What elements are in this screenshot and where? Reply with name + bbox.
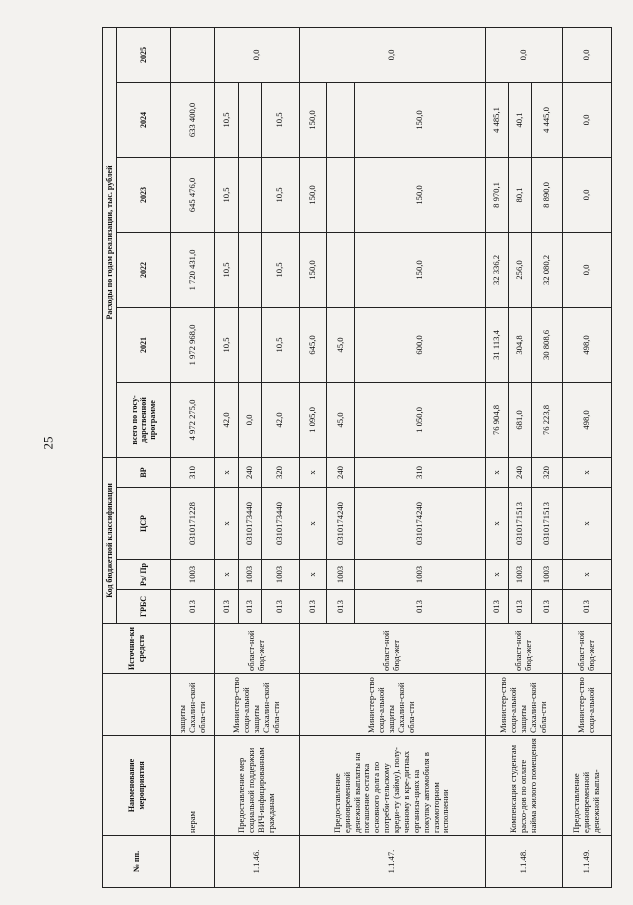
- cell-2021: 498,0: [563, 307, 612, 382]
- header-executor: [103, 674, 171, 736]
- cell-2023: [327, 157, 355, 232]
- cell-name: Компенсация студентам расхо-дов по оплате найма жилого помещения: [485, 736, 563, 836]
- cell-total: 42,0: [215, 382, 238, 457]
- cell-2022: 1 720 431,0: [171, 232, 215, 307]
- header-num: № пп.: [103, 836, 171, 888]
- header-2022: 2022: [117, 232, 171, 307]
- header-kbk: Код бюджетной классификации: [103, 457, 117, 623]
- table-row: [171, 27, 215, 887]
- cell-rzpr: 1003: [261, 560, 299, 590]
- cell-2021: 45,0: [327, 307, 355, 382]
- cell-total: 76 223,8: [532, 382, 563, 457]
- cell-rzpr: 1003: [354, 560, 485, 590]
- rotated-table-wrapper: [102, 28, 612, 888]
- header-row-1: [103, 27, 117, 887]
- cell-2022: [327, 232, 355, 307]
- cell-grbs: 013: [171, 590, 215, 624]
- cell-csr: 0310174240: [354, 488, 485, 560]
- header-csr: ЦСР: [117, 488, 171, 560]
- page-number: 25: [40, 436, 56, 450]
- cell-2025: 0,0: [215, 27, 299, 82]
- cell-total: 0,0: [238, 382, 261, 457]
- cell-csr: x: [215, 488, 238, 560]
- cell-2024: [238, 82, 261, 157]
- cell-2024: [327, 82, 355, 157]
- cell-rzpr: x: [299, 560, 327, 590]
- cell-vr: 320: [532, 457, 563, 487]
- cell-name: Предоставление мер социальной поддержки ВИЧ-инфицированным гражданам: [215, 736, 299, 836]
- cell-2024: 150,0: [299, 82, 327, 157]
- cell-rzpr: x: [485, 560, 508, 590]
- cell-2023: 8 890,0: [532, 157, 563, 232]
- header-name: Наименование мероприятия: [103, 736, 171, 836]
- cell-grbs: 013: [563, 590, 612, 624]
- header-2023: 2023: [117, 157, 171, 232]
- cell-grbs: 013: [327, 590, 355, 624]
- cell-2023: 150,0: [299, 157, 327, 232]
- cell-rzpr: x: [563, 560, 612, 590]
- header-rzpr: Рз/ Пр: [117, 560, 171, 590]
- cell-2023: [238, 157, 261, 232]
- cell-total: 42,0: [261, 382, 299, 457]
- cell-2024: 0,0: [563, 82, 612, 157]
- cell-2023: 150,0: [354, 157, 485, 232]
- cell-vr: 240: [327, 457, 355, 487]
- header-total: всего по госу-дарственной программе: [117, 382, 171, 457]
- cell-vr: 310: [171, 457, 215, 487]
- cell-2021: 10,5: [261, 307, 299, 382]
- cell-executor: защиты Сахалин-ской обла-сти: [171, 674, 215, 736]
- cell-grbs: 013: [485, 590, 508, 624]
- cell-source: област-ной бюд-жет: [563, 624, 612, 674]
- cell-total: 1 050,0: [354, 382, 485, 457]
- budget-table: [102, 27, 612, 888]
- cell-2022: 32 336,2: [485, 232, 508, 307]
- cell-executor: Министер-ство соци-альной защиты Сахалин-ской обла-сти: [215, 674, 299, 736]
- cell-grbs: 013: [215, 590, 238, 624]
- header-source: Источни-ки средств: [103, 624, 171, 674]
- cell-executor: Министер-ство соци-альной: [563, 674, 612, 736]
- cell-2021: 600,0: [354, 307, 485, 382]
- cell-2025: 0,0: [299, 27, 485, 82]
- cell-2021: 1 972 968,0: [171, 307, 215, 382]
- cell-grbs: 013: [508, 590, 531, 624]
- cell-num: 1.1.46.: [215, 836, 299, 888]
- cell-csr: x: [563, 488, 612, 560]
- cell-num: 1.1.49.: [563, 836, 612, 888]
- cell-2022: 256,0: [508, 232, 531, 307]
- cell-grbs: 013: [299, 590, 327, 624]
- cell-2024: 150,0: [354, 82, 485, 157]
- cell-2022: 10,5: [261, 232, 299, 307]
- header-expenses: Расходы по годам реализации, тыс. рублей: [103, 27, 117, 457]
- cell-total: 1 095,0: [299, 382, 327, 457]
- cell-rzpr: 1003: [238, 560, 261, 590]
- cell-grbs: 013: [261, 590, 299, 624]
- cell-executor: Министер-ство соци-альной защиты Сахалин-ской обла-сти: [485, 674, 563, 736]
- cell-grbs: 013: [354, 590, 485, 624]
- header-2024: 2024: [117, 82, 171, 157]
- cell-source: област-ной бюд-жет: [299, 624, 485, 674]
- cell-2022: 10,5: [215, 232, 238, 307]
- table-row: [215, 27, 238, 887]
- cell-source: област-ной бюд-жет: [485, 624, 563, 674]
- cell-num: 1.1.47.: [299, 836, 485, 888]
- cell-name: Предоставление единовременной денежной выпла-: [563, 736, 612, 836]
- cell-name: нерам: [171, 736, 215, 836]
- header-2025: 2025: [117, 27, 171, 82]
- cell-2025: 0,0: [485, 27, 563, 82]
- cell-2023: 10,5: [215, 157, 238, 232]
- cell-2021: [238, 307, 261, 382]
- cell-vr: 240: [508, 457, 531, 487]
- cell-vr: x: [299, 457, 327, 487]
- header-2021: 2021: [117, 307, 171, 382]
- cell-2024: 4 485,1: [485, 82, 508, 157]
- cell-csr: 0310171513: [532, 488, 563, 560]
- cell-rzpr: 1003: [327, 560, 355, 590]
- table-row: [563, 27, 612, 887]
- cell-csr: 0310171228: [171, 488, 215, 560]
- cell-2023: 80,1: [508, 157, 531, 232]
- cell-executor: Министер-ство соци-альной защиты Сахалин-ской обла-сти: [299, 674, 485, 736]
- cell-2021: 31 113,4: [485, 307, 508, 382]
- cell-2021: 645,0: [299, 307, 327, 382]
- cell-total: 45,0: [327, 382, 355, 457]
- cell-2021: 304,8: [508, 307, 531, 382]
- header-vr: ВР: [117, 457, 171, 487]
- cell-2022: 150,0: [299, 232, 327, 307]
- cell-rzpr: x: [215, 560, 238, 590]
- cell-2021: 10,5: [215, 307, 238, 382]
- cell-num: [171, 836, 215, 888]
- cell-total: 4 972 275,0: [171, 382, 215, 457]
- cell-csr: 0310173440: [238, 488, 261, 560]
- cell-rzpr: 1003: [508, 560, 531, 590]
- cell-name: Предоставление единовременной денежной выплаты на погашение остатка основного долга по потреби-тельскому креди-ту (займу), полу-ченному в кре-дитных организа-циях на покупку автомобиля в газомоторном исполнении: [299, 736, 485, 836]
- cell-csr: 0310174240: [327, 488, 355, 560]
- cell-2024: 10,5: [261, 82, 299, 157]
- cell-2022: 0,0: [563, 232, 612, 307]
- cell-vr: x: [563, 457, 612, 487]
- cell-total: 681,0: [508, 382, 531, 457]
- cell-2023: 10,5: [261, 157, 299, 232]
- cell-vr: 320: [261, 457, 299, 487]
- cell-total: 76 904,8: [485, 382, 508, 457]
- cell-total: 498,0: [563, 382, 612, 457]
- cell-num: 1.1.48.: [485, 836, 563, 888]
- cell-2024: 10,5: [215, 82, 238, 157]
- cell-source: [171, 624, 215, 674]
- cell-csr: 0310173440: [261, 488, 299, 560]
- cell-2023: 645 476,0: [171, 157, 215, 232]
- cell-grbs: 013: [238, 590, 261, 624]
- cell-rzpr: 1003: [171, 560, 215, 590]
- cell-csr: x: [299, 488, 327, 560]
- cell-2022: [238, 232, 261, 307]
- cell-2024: 40,1: [508, 82, 531, 157]
- cell-vr: 310: [354, 457, 485, 487]
- cell-2023: 8 970,1: [485, 157, 508, 232]
- cell-2025: 0,0: [563, 27, 612, 82]
- cell-csr: x: [485, 488, 508, 560]
- cell-rzpr: 1003: [532, 560, 563, 590]
- table-row: [485, 27, 508, 887]
- cell-vr: 240: [238, 457, 261, 487]
- cell-2025: [171, 27, 215, 82]
- table-row: [299, 27, 327, 887]
- cell-vr: x: [485, 457, 508, 487]
- cell-grbs: 013: [532, 590, 563, 624]
- cell-2021: 30 808,6: [532, 307, 563, 382]
- cell-csr: 0310171513: [508, 488, 531, 560]
- cell-2022: 150,0: [354, 232, 485, 307]
- cell-2024: 633 400,0: [171, 82, 215, 157]
- cell-vr: x: [215, 457, 238, 487]
- header-grbs: ГРБС: [117, 590, 171, 624]
- cell-2023: 0,0: [563, 157, 612, 232]
- cell-2022: 32 080,2: [532, 232, 563, 307]
- cell-2024: 4 445,0: [532, 82, 563, 157]
- cell-source: област-ной бюд-жет: [215, 624, 299, 674]
